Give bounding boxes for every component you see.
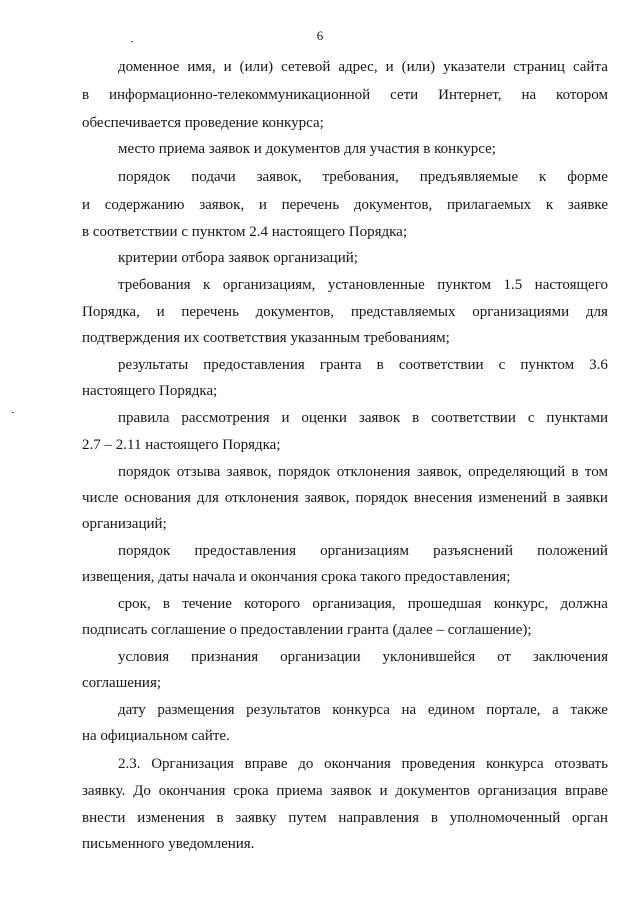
word: порядок	[277, 464, 331, 480]
word: порядок	[118, 169, 171, 185]
word: положений	[537, 543, 608, 559]
text-line	[82, 782, 608, 800]
word: Порядка,	[82, 304, 140, 320]
word: сайта	[572, 59, 608, 75]
word: установленные	[327, 277, 425, 293]
word: конкурса	[485, 756, 544, 772]
word: организациям	[320, 543, 409, 559]
word: заявку.	[82, 783, 126, 799]
word: До	[133, 783, 151, 799]
word: заявок	[330, 783, 372, 799]
word: в	[216, 810, 224, 826]
word: и	[281, 410, 290, 426]
word: в	[376, 357, 384, 373]
word: в	[430, 810, 438, 826]
word: к	[539, 169, 547, 185]
word: направления	[338, 810, 420, 826]
word: к	[545, 197, 554, 213]
word: том	[584, 464, 608, 480]
word: заявок	[358, 410, 401, 426]
word: приема	[276, 783, 323, 799]
word: в	[412, 410, 420, 426]
word: также	[570, 702, 608, 718]
word: 3.6	[589, 357, 608, 373]
text-line	[82, 196, 608, 214]
word: информационно-телекоммуникационной	[109, 87, 371, 103]
word: заявок,	[199, 197, 245, 213]
word: соответствии	[398, 357, 484, 373]
word: организациям,	[222, 277, 316, 293]
text-line	[118, 595, 608, 613]
word: заявку	[235, 810, 277, 826]
word: (или)	[239, 59, 274, 75]
word: соответствии	[431, 410, 516, 426]
word: перечень	[281, 197, 340, 213]
word: прилагаемых	[446, 197, 532, 213]
word: Организация	[151, 756, 234, 772]
word: определяющий	[468, 464, 566, 480]
word: конкурс,	[493, 596, 549, 612]
word: с	[498, 357, 506, 373]
word: проведения	[401, 756, 476, 772]
word: окончания	[158, 783, 226, 799]
word: вправе	[244, 756, 288, 772]
text-line	[82, 809, 608, 827]
scan-speck	[12, 412, 14, 413]
word: с	[527, 410, 535, 426]
word: документов,	[353, 197, 433, 213]
word: 2.3.	[118, 756, 141, 772]
word: документов,	[255, 304, 335, 320]
word: сетевой	[281, 59, 331, 75]
word: на	[521, 87, 537, 103]
text-line: обеспечивается проведение конкурса;	[82, 115, 324, 131]
word: уполномоченный	[449, 810, 561, 826]
word: признания	[191, 649, 259, 665]
text-line: письменного уведомления.	[82, 836, 255, 852]
word: заявок,	[226, 464, 272, 480]
word: предоставления	[203, 357, 305, 373]
word: результатов	[246, 702, 321, 718]
text-line	[118, 409, 608, 427]
text-line	[82, 489, 608, 507]
text-line	[118, 755, 608, 773]
word: заявок,	[416, 464, 462, 480]
word: заявок,	[256, 169, 302, 185]
word: организация,	[312, 596, 396, 612]
word: до	[298, 756, 314, 772]
word: пунктом	[437, 277, 491, 293]
word: правила	[118, 410, 170, 426]
word: предоставления	[194, 543, 296, 559]
text-line	[82, 303, 608, 321]
word: разъяснений	[433, 543, 513, 559]
word: настоящего	[534, 277, 608, 293]
word: для	[196, 490, 219, 506]
word: заключения	[532, 649, 608, 665]
word: внести	[82, 810, 126, 826]
word: срока	[233, 783, 269, 799]
word: а	[552, 702, 559, 718]
text-line: 2.7 – 2.11 настоящего Порядка;	[82, 437, 281, 453]
word: на	[401, 702, 417, 718]
word: указатели	[443, 59, 506, 75]
word: числе	[82, 490, 119, 506]
word: организациями	[472, 304, 570, 320]
word: от	[497, 649, 511, 665]
text-line: подтверждения их соответствия указанным требованиям;	[82, 330, 450, 346]
word: отозвать	[554, 756, 608, 772]
word: организация	[477, 783, 558, 799]
word: форме	[567, 169, 608, 185]
word: в	[82, 87, 90, 103]
word: конкурса	[332, 702, 390, 718]
text-line: место приема заявок и документов для участия в конкурсе;	[118, 141, 496, 157]
word: гранта	[319, 357, 362, 373]
word: для	[585, 304, 608, 320]
page-number: 6	[316, 28, 324, 43]
word: в	[571, 464, 579, 480]
text-line: настоящего Порядка;	[82, 383, 218, 399]
word: рассмотрения	[181, 410, 270, 426]
word: и	[82, 197, 91, 213]
word: заявки	[566, 490, 608, 506]
word: сети	[390, 87, 419, 103]
word: в	[162, 596, 170, 612]
word: дату	[118, 702, 146, 718]
word: окончания	[324, 756, 391, 772]
word: портале,	[486, 702, 541, 718]
text-line: организаций;	[82, 516, 167, 532]
word: содержанию	[104, 197, 185, 213]
word: требования	[118, 277, 191, 293]
word: изменения	[137, 810, 205, 826]
word: в	[553, 490, 561, 506]
text-line	[118, 356, 608, 374]
text-line	[118, 701, 608, 719]
text-line: соглашения;	[82, 675, 162, 691]
word: порядок	[355, 490, 408, 506]
word: и	[223, 59, 232, 75]
text-line: подписать соглашение о предоставлении гранта (далее – соглашение);	[82, 622, 532, 638]
word: пунктом	[520, 357, 575, 373]
text-line	[118, 463, 608, 481]
text-line: извещения, даты начала и окончания срока такого предоставления;	[82, 569, 511, 585]
text-line: критерии отбора заявок организаций;	[118, 250, 358, 266]
word: отклонения	[224, 490, 299, 506]
word: отклонения	[336, 464, 411, 480]
word: подачи	[191, 169, 236, 185]
word: к	[203, 277, 211, 293]
word: доменное	[118, 59, 180, 75]
word: течение	[182, 596, 232, 612]
text-line: в соответствии с пунктом 2.4 настоящего Порядка;	[82, 224, 408, 240]
word: Интернет,	[438, 87, 502, 103]
text-line	[118, 168, 608, 186]
word: и	[385, 59, 394, 75]
word: путем	[288, 810, 327, 826]
word: страниц	[513, 59, 565, 75]
text-line: на официальном сайте.	[82, 728, 230, 744]
word: условия	[118, 649, 170, 665]
word: документов	[395, 783, 470, 799]
text-line	[118, 58, 608, 76]
word: организации	[280, 649, 361, 665]
word: орган	[572, 810, 608, 826]
word: предъявляемые	[419, 169, 519, 185]
word: котором	[556, 87, 608, 103]
word: должна	[560, 596, 608, 612]
word: и	[156, 304, 165, 320]
word: пунктами	[546, 410, 608, 426]
word: срок,	[118, 596, 151, 612]
word: порядок	[118, 464, 171, 480]
text-line	[118, 276, 608, 294]
word: и	[258, 197, 267, 213]
word: перечень	[181, 304, 239, 320]
text-line	[118, 648, 608, 666]
word: 1.5	[503, 277, 523, 293]
word: порядок	[118, 543, 171, 559]
word: основания	[124, 490, 191, 506]
word: вправе	[565, 783, 608, 799]
word: имя,	[187, 59, 216, 75]
word: заявке	[567, 197, 608, 213]
word: требования,	[322, 169, 399, 185]
word: едином	[427, 702, 475, 718]
word: оценки	[301, 410, 347, 426]
text-line	[82, 86, 608, 104]
word: заявок,	[304, 490, 350, 506]
word: уклонившейся	[382, 649, 476, 665]
word: результаты	[118, 357, 189, 373]
word: представляемых	[350, 304, 456, 320]
scan-speck	[131, 41, 133, 42]
word: внесения	[413, 490, 473, 506]
text-line	[118, 542, 608, 560]
word: изменений	[478, 490, 548, 506]
word: которого	[244, 596, 301, 612]
word: прошедшая	[407, 596, 482, 612]
word: размещения	[157, 702, 235, 718]
word: (или)	[401, 59, 436, 75]
word: адрес,	[338, 59, 378, 75]
word: и	[379, 783, 388, 799]
word: отзыва	[176, 464, 221, 480]
